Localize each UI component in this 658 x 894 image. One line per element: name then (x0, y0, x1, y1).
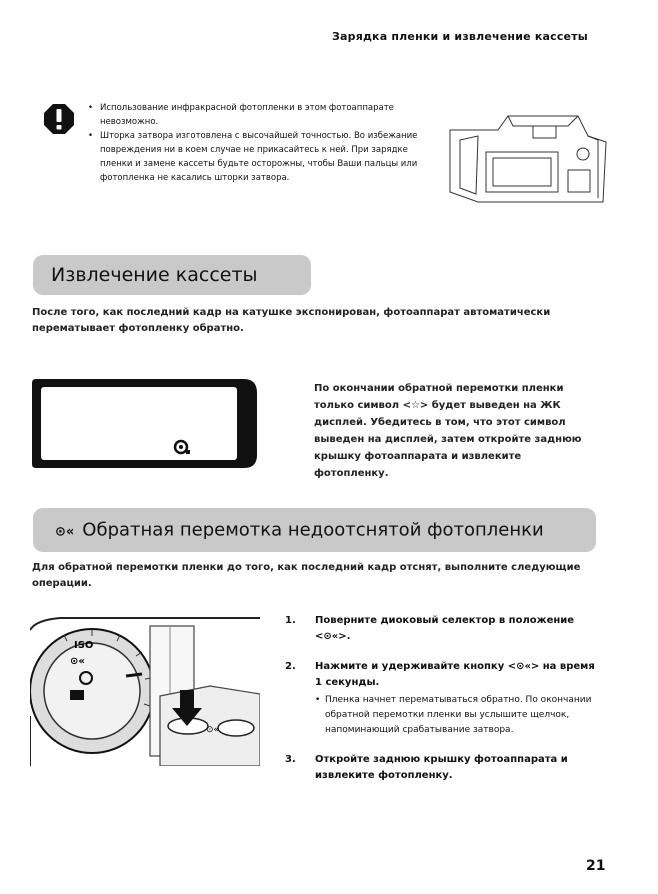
step-number: 3. (285, 754, 296, 765)
step-number: 2. (285, 661, 296, 672)
mode-dial-photo (30, 616, 260, 766)
section-title-midroll-rewind (33, 508, 596, 552)
page-header-title: Зарядка пленки и извлечение кассеты (332, 30, 588, 43)
step-2 (285, 659, 605, 738)
exclamation-icon (44, 104, 74, 134)
step-note: • Пленка начнет перематываться обратно. По окончании обратной перемотки пленки вы услышите щелчок, напоминающий срабатывание затвора. (315, 693, 605, 738)
camera-back-illustration (438, 112, 618, 212)
step-3 (285, 752, 605, 784)
svg-text:⊙«: ⊙« (206, 725, 220, 735)
section-title-extract-cassette (33, 255, 311, 295)
section-title-text: Обратная перемотка недоотснятой фотопленки (82, 519, 544, 541)
step-text: Поверните диоковый селектор в положение <⊙«>. (315, 615, 575, 642)
step-text: Откройте заднюю крышку фотоаппарата и извлеките фотопленку. (315, 754, 568, 781)
paragraph-auto-rewind: После того, как последний кадр на катушке экспонирован, фотоаппарат автоматически перематывает фотопленку обратно. (32, 307, 551, 334)
page-number: 21 (586, 858, 606, 874)
rewind-icon: ⊙« (55, 524, 75, 540)
step-text: Нажмите и удерживайте кнопку <⊙«> на время 1 секунды. (315, 661, 595, 688)
step-number: 1. (285, 615, 296, 626)
step-1 (285, 613, 605, 645)
svg-text:ISO: ISO (74, 640, 94, 651)
steps-list (285, 613, 605, 798)
svg-text:⊙«: ⊙« (70, 656, 85, 667)
paragraph-midroll-intro: Для обратной перемотки пленки до того, как последний кадр отснят, выполните следующие операции. (32, 562, 581, 589)
lcd-panel-illustration (32, 379, 257, 468)
warning-list (88, 101, 418, 185)
warning-item: • Шторка затвора изготовлена с высочайшей точностью. Во избежание повреждения ни в коем случае не прикасайтесь к ней. При зарядке пленки и замене кассеты будьте осторожны, чтобы Ваши пальцы или фотопленка не касались шторки затвора. (88, 129, 418, 185)
paragraph-rewind-complete: По окончании обратной перемотки пленки только символ <☆> будет выведен на ЖК дисплей. Убедитесь в том, что этот символ выведен на дисплей, затем откройте заднюю крышку фотоаппарата и извлеките фотопленку. (314, 383, 582, 479)
warning-item: • Использование инфракрасной фотопленки в этом фотоаппарате невозможно. (88, 101, 418, 129)
section-title-text: Извлечение кассеты (51, 264, 258, 286)
